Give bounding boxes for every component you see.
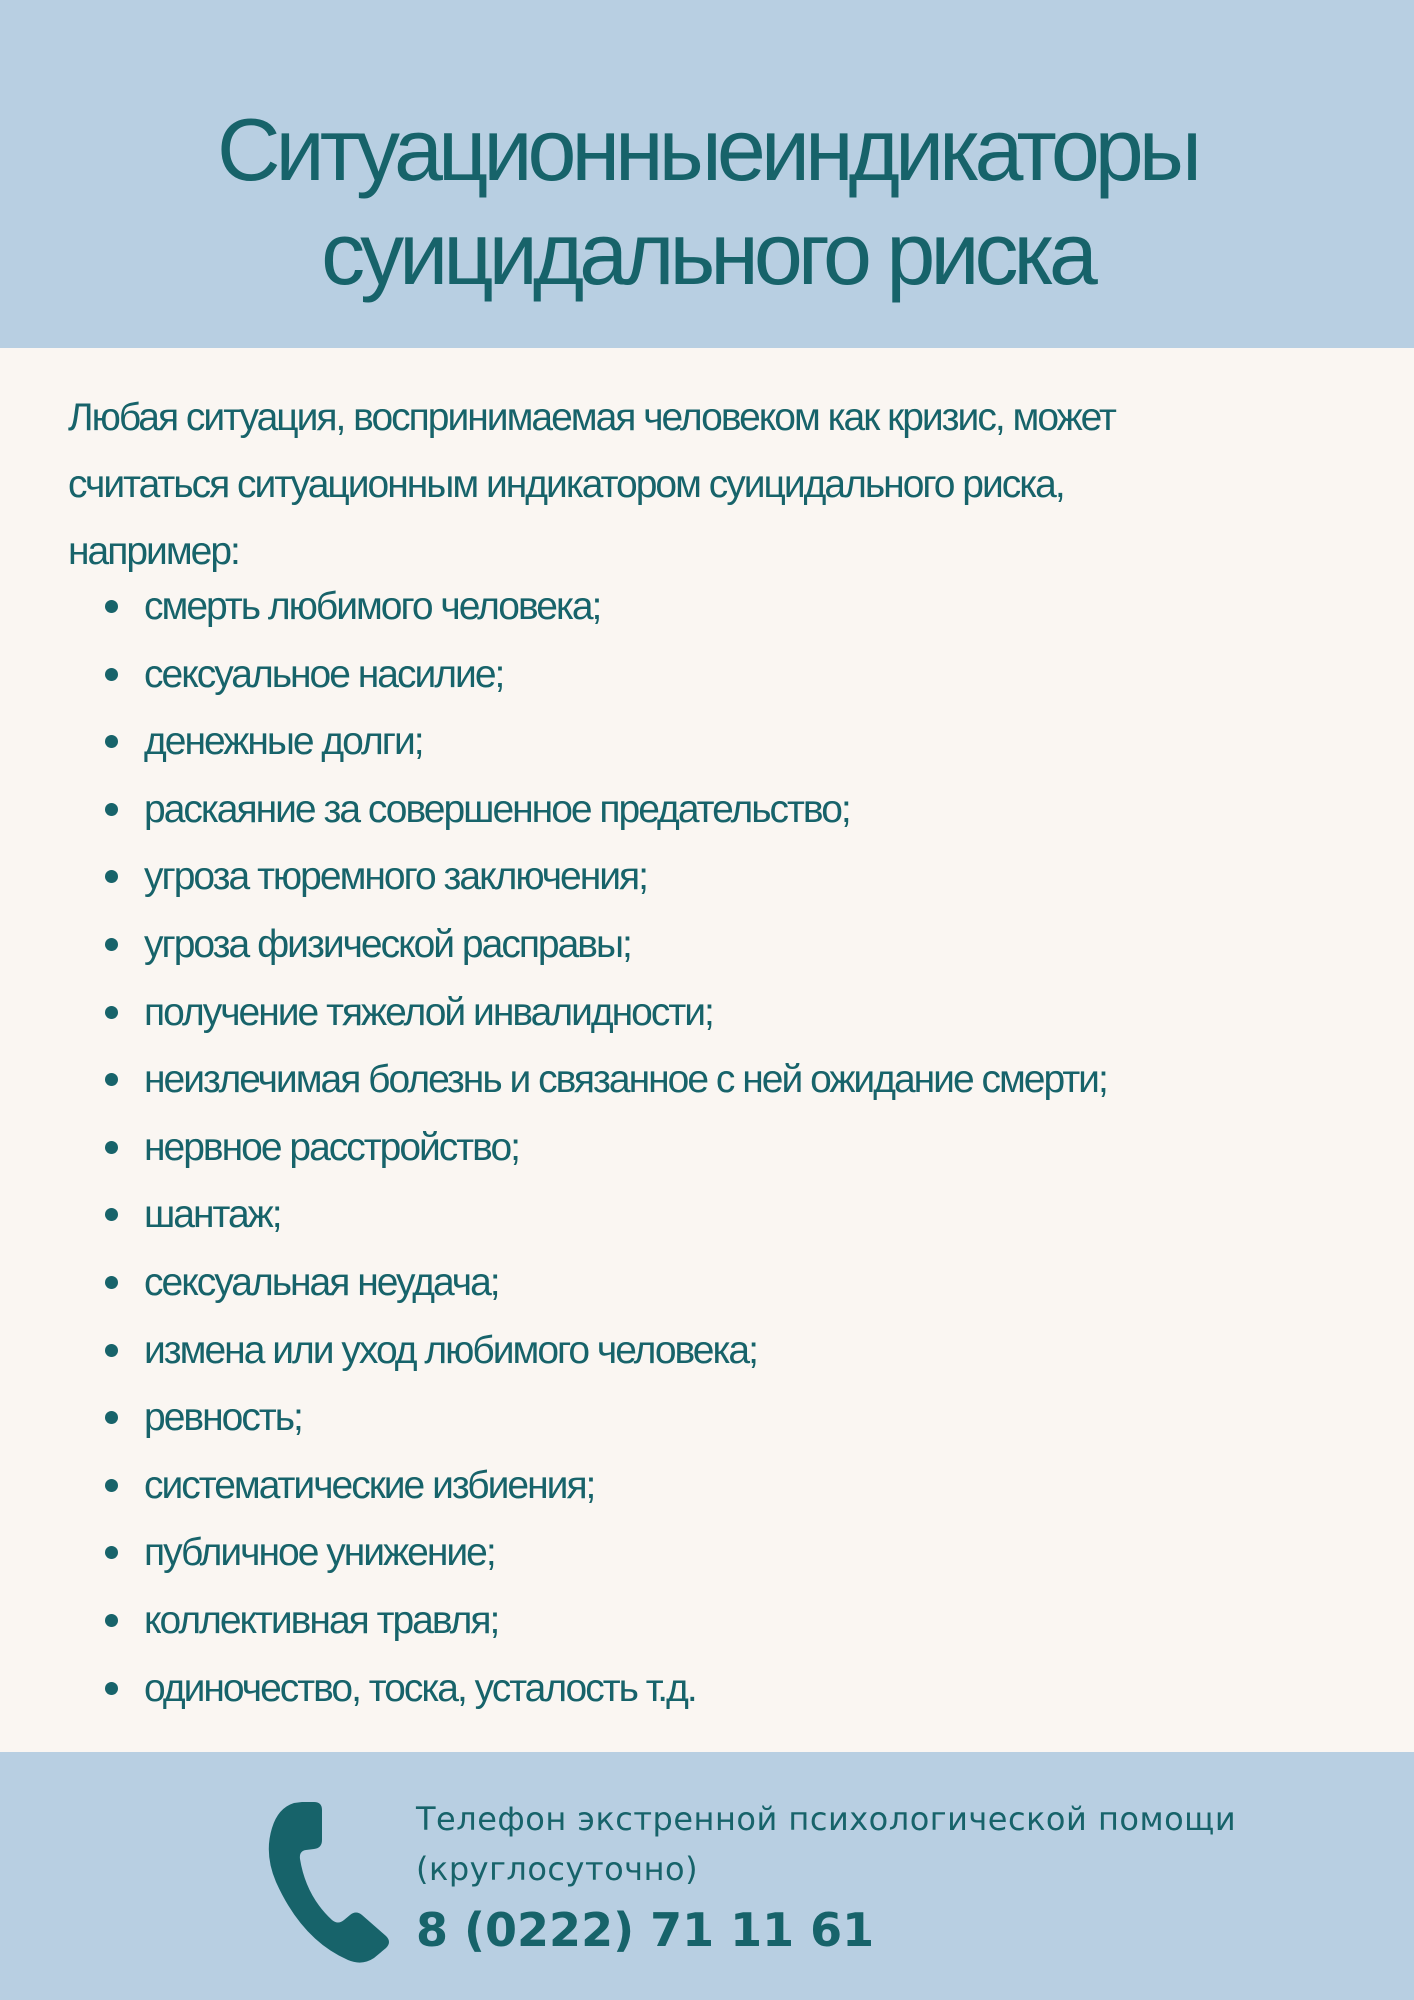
list-item-text: коллективная травля; — [144, 1598, 499, 1642]
intro-line-3: например: — [68, 530, 239, 573]
list-item-text: денежные долги; — [144, 720, 423, 764]
list-item — [68, 1587, 1368, 1655]
bullet-icon — [105, 600, 118, 613]
header-band — [0, 0, 1414, 348]
bullet-icon — [105, 735, 118, 748]
list-item — [68, 1181, 1368, 1249]
intro-paragraph — [68, 384, 1368, 585]
indicator-list — [68, 573, 1368, 1722]
list-item — [68, 776, 1368, 844]
content-area — [0, 348, 1414, 1752]
intro-line-1: Любая ситуация, воспринимаемая человеком как кризис, может — [68, 396, 1115, 439]
list-item — [68, 1046, 1368, 1114]
list-item — [68, 1452, 1368, 1520]
bullet-icon — [105, 1141, 118, 1154]
bullet-icon — [105, 1479, 118, 1492]
bullet-icon — [105, 938, 118, 951]
list-item — [68, 843, 1368, 911]
list-item-text: сексуальная неудача; — [144, 1260, 499, 1304]
list-item — [68, 979, 1368, 1047]
list-item-text: получение тяжелой инвалидности; — [144, 990, 713, 1034]
list-item — [68, 1317, 1368, 1385]
bullet-icon — [105, 1006, 118, 1019]
list-item — [68, 573, 1368, 641]
list-item-text: неизлечимая болезнь и связанное с ней ожидание смерти; — [144, 1058, 1107, 1102]
list-item — [68, 641, 1368, 709]
bullet-icon — [105, 1073, 118, 1086]
list-item-text: шантаж; — [144, 1193, 281, 1237]
hotline-label — [416, 1794, 1316, 1894]
bullet-icon — [105, 668, 118, 681]
title-line-2: суицидального риска — [321, 204, 1093, 303]
list-item-text: одиночество, тоска, усталость т.д. — [144, 1666, 696, 1710]
list-item-text: угроза тюремного заключения; — [144, 855, 648, 899]
bullet-icon — [105, 1344, 118, 1357]
bullet-icon — [105, 1546, 118, 1559]
hotline-label-line-1: Телефон экстренной психологической помощи — [416, 1800, 1237, 1838]
footer-band — [0, 1752, 1414, 2000]
intro-line-2: считаться ситуационным индикатором суицидального риска, — [68, 463, 1064, 506]
list-item-text: нервное расстройство; — [144, 1125, 519, 1169]
bullet-icon — [105, 1276, 118, 1289]
list-item — [68, 1249, 1368, 1317]
list-item-text: сексуальное насилие; — [144, 652, 504, 696]
list-item-text: раскаяние за совершенное предательство; — [144, 787, 850, 831]
hotline-label-line-2: (круглосуточно) — [416, 1850, 699, 1888]
bullet-icon — [105, 1682, 118, 1695]
list-item-text: угроза физической расправы; — [144, 922, 631, 966]
list-item-text: ревность; — [144, 1396, 302, 1440]
page-title — [0, 98, 1414, 306]
list-item — [68, 1384, 1368, 1452]
list-item-text: публичное унижение; — [144, 1531, 495, 1575]
phone-icon — [262, 1796, 392, 1966]
hotline-phone-number[interactable]: 8 (0222) 71 11 61 — [416, 1903, 875, 1957]
list-item — [68, 911, 1368, 979]
list-item-text: измена или уход любимого человека; — [144, 1328, 757, 1372]
list-item-text: систематические избиения; — [144, 1463, 595, 1507]
list-item — [68, 1114, 1368, 1182]
bullet-icon — [105, 870, 118, 883]
list-item — [68, 708, 1368, 776]
bullet-icon — [105, 1208, 118, 1221]
title-line-1: Ситуационныеиндикаторы — [217, 100, 1197, 199]
bullet-icon — [105, 1411, 118, 1424]
bullet-icon — [105, 1614, 118, 1627]
list-item — [68, 1655, 1368, 1723]
bullet-icon — [105, 803, 118, 816]
list-item — [68, 1519, 1368, 1587]
list-item-text: смерть любимого человека; — [144, 585, 601, 628]
